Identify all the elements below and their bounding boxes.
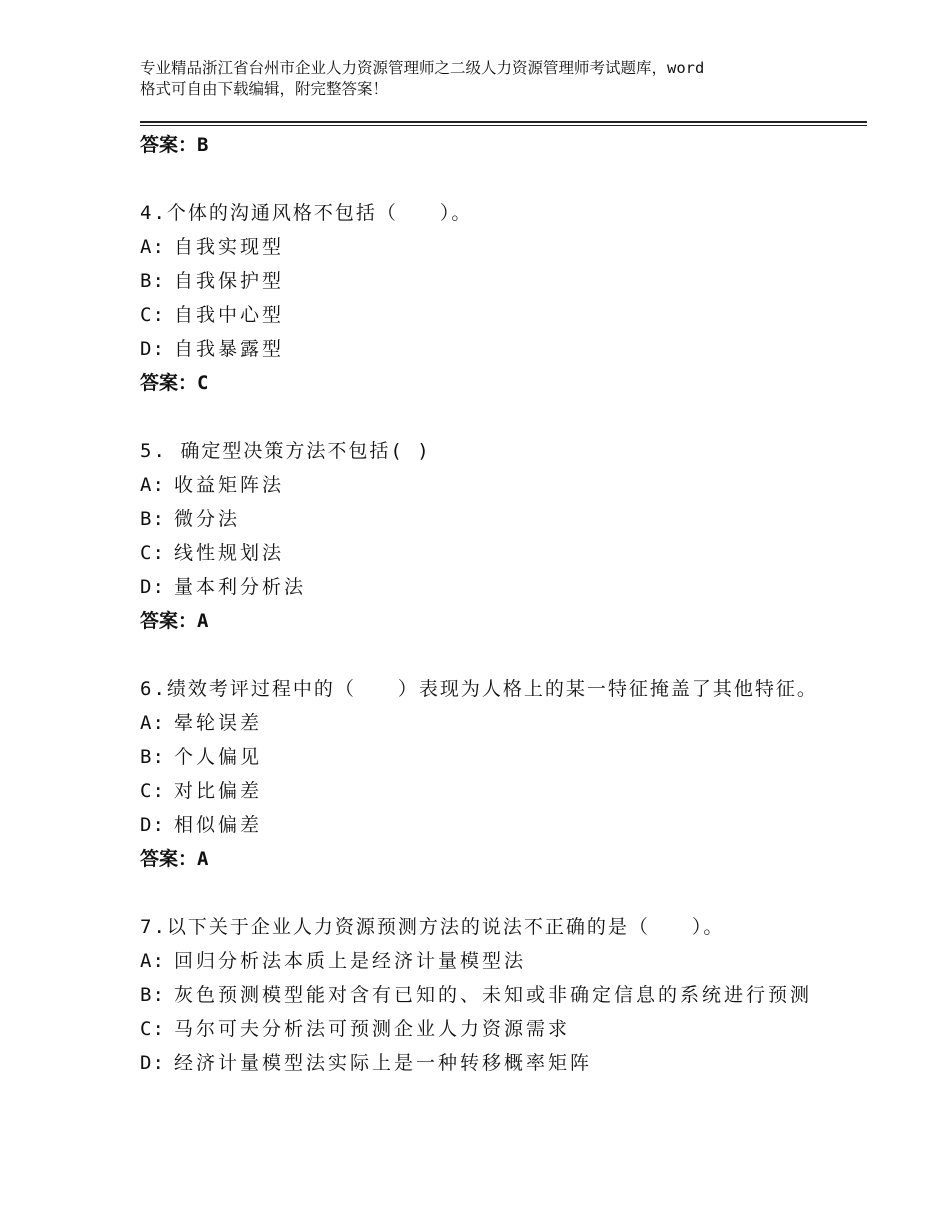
option-a: A: 收益矩阵法 — [140, 474, 285, 496]
answer: 答案：C — [140, 372, 209, 394]
option-c: C: 自我中心型 — [140, 304, 285, 326]
question-6 — [140, 672, 820, 876]
question-7 — [140, 910, 820, 1080]
question-stem: 5. 确定型决策方法不包括( ) — [140, 440, 431, 462]
option-b: B: 自我保护型 — [140, 270, 285, 292]
question-stem: 7.以下关于企业人力资源预测方法的说法不正确的是（ ）。 — [140, 916, 725, 938]
option-a: A: 晕轮误差 — [140, 712, 263, 734]
option-a: A: 自我实现型 — [140, 236, 285, 258]
option-b: B: 个人偏见 — [140, 746, 263, 768]
document-header — [140, 58, 840, 100]
question-stem: 4.个体的沟通风格不包括（ ）。 — [140, 202, 473, 224]
header-rule-thin — [140, 125, 867, 126]
question-4 — [140, 196, 820, 400]
question-list — [140, 128, 820, 1080]
option-a: A: 回归分析法本质上是经济计量模型法 — [140, 950, 527, 972]
header-line-1: 专业精品浙江省台州市企业人力资源管理师之二级人力资源管理师考试题库，word — [140, 59, 705, 77]
option-c: C: 线性规划法 — [140, 542, 285, 564]
option-c: C: 马尔可夫分析法可预测企业人力资源需求 — [140, 1018, 571, 1040]
option-d: D: 自我暴露型 — [140, 338, 285, 360]
answer: 答案：A — [140, 610, 209, 632]
option-b: B: 灰色预测模型能对含有已知的、未知或非确定信息的系统进行预测 — [140, 984, 813, 1006]
option-d: D: 相似偏差 — [140, 814, 263, 836]
option-d: D: 经济计量模型法实际上是一种转移概率矩阵 — [140, 1052, 593, 1074]
header-line-2: 格式可自由下载编辑，附完整答案！ — [140, 80, 389, 98]
answer-q3: 答案：B — [140, 134, 209, 156]
option-b: B: 微分法 — [140, 508, 241, 530]
question-stem: 6.绩效考评过程中的（ ）表现为人格上的某一特征掩盖了其他特征。 — [140, 678, 818, 700]
option-d: D: 量本利分析法 — [140, 576, 307, 598]
answer: 答案：A — [140, 848, 209, 870]
option-c: C: 对比偏差 — [140, 780, 263, 802]
header-rule-thick — [140, 121, 867, 123]
question-5 — [140, 434, 820, 638]
